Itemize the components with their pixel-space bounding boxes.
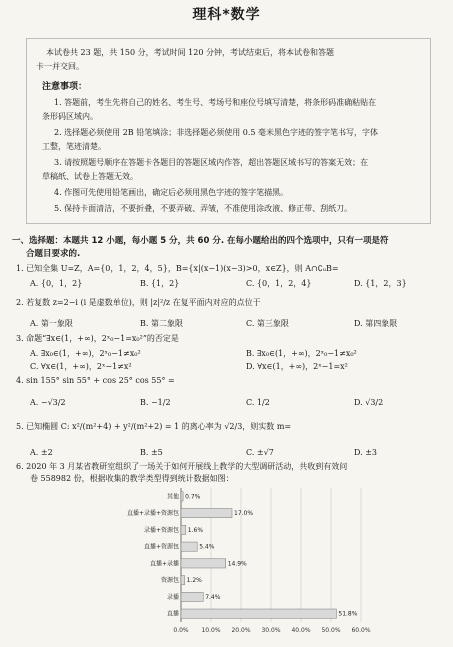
q3-option-c: C. ∀x∈(1，+∞)，2ˣ−1≠x² xyxy=(30,362,132,371)
data-label: 7.4% xyxy=(205,593,221,601)
question-2: 2. 若复数 z=2−i (i 是虚数单位)，则 |z|²/z 在复平面内对应的点位于 xyxy=(16,298,261,307)
x-tick-label: 60.0% xyxy=(351,627,371,634)
q1-option-d: D. {1，2，3} xyxy=(354,279,407,288)
data-label: 17.0% xyxy=(234,510,254,518)
category-label: 直播+录播 xyxy=(149,560,179,568)
bar xyxy=(181,525,186,534)
note-2-cont: 工整，笔迹清楚。 xyxy=(42,142,106,151)
q5-option-b: B. ±5 xyxy=(140,448,163,457)
q5-option-c: C. ±√7 xyxy=(246,448,274,457)
q2-option-c: C. 第三象限 xyxy=(246,319,289,328)
q1-option-b: B. {1，2} xyxy=(140,279,180,288)
data-label: 1.2% xyxy=(186,577,202,585)
x-tick-label: 50.0% xyxy=(321,627,341,634)
category-label: 直播+录播+资源包 xyxy=(126,510,179,518)
question-3: 3. 命题“∃x∈(1，+∞)，2ˣ₀−1=x₀²”的否定是 xyxy=(16,334,179,343)
x-tick-label: 40.0% xyxy=(291,627,311,634)
data-label: 14.9% xyxy=(227,560,247,568)
bar-chart xyxy=(126,482,375,642)
q1-option-a: A. {0，1，2} xyxy=(30,279,83,288)
q2-option-a: A. 第一象限 xyxy=(30,319,73,328)
data-label: 51.8% xyxy=(338,610,358,618)
note-3: 3. 请按照题号顺序在答题卡各题目的答题区域内作答，超出答题区域书写的答案无效；在 xyxy=(54,158,369,167)
q3-option-b: B. ∃x₀∈(1，+∞)，2ˣ₀−1≠x₀² xyxy=(246,349,357,358)
category-label: 直播 xyxy=(166,610,179,618)
q4-option-c: C. 1/2 xyxy=(246,398,270,407)
x-tick-label: 0.0% xyxy=(173,627,189,634)
q3-option-a: A. ∃x₀∈(1，+∞)，2ˣ₀−1≠x₀² xyxy=(30,349,141,358)
intro-line-1: 本试卷共 23 题，共 150 分，考试时间 120 分钟，考试结束后，将本试卷和答题 xyxy=(46,48,334,57)
notes-heading: 注意事项： xyxy=(42,82,88,92)
category-label: 其他 xyxy=(166,493,179,501)
category-label: 录播 xyxy=(166,593,179,601)
question-6: 6. 2020 年 3 月某省教研室组织了一场关于如何开展线上教学的大型调研活动，共收到有效问 xyxy=(16,462,348,471)
category-label: 直播+资源包 xyxy=(143,543,179,551)
bar xyxy=(181,559,226,568)
x-tick-label: 30.0% xyxy=(261,627,281,634)
category-label: 资源包 xyxy=(160,577,179,585)
section-heading-cont: 合题目要求的. xyxy=(26,249,81,259)
note-2: 2. 选择题必须使用 2B 铅笔填涂；非选择题必须使用 0.5 毫米黑色字迹的签字笔书写，字体 xyxy=(54,128,379,137)
x-tick-label: 20.0% xyxy=(231,627,251,634)
q5-option-d: D. ±3 xyxy=(354,448,378,457)
q4-option-a: A. −√3/2 xyxy=(30,398,66,407)
bar xyxy=(181,609,336,618)
category-label: 录播+资源包 xyxy=(143,526,179,534)
bar xyxy=(181,592,203,601)
question-5: 5. 已知椭圆 C: x²/(m²+4) + y²/(m²+2) = 1 的离心率为 √2/3，则实数 m= xyxy=(16,422,292,431)
bar xyxy=(181,492,183,501)
q4-option-b: B. −1/2 xyxy=(140,398,171,407)
data-label: 5.4% xyxy=(199,543,215,551)
bar xyxy=(181,576,185,585)
q3-option-d: D. ∀x∈(1，+∞)，2ˣ−1=x² xyxy=(246,362,348,371)
q2-option-b: B. 第二象限 xyxy=(140,319,183,328)
bar-chart-svg xyxy=(126,482,375,642)
note-1: 1. 答题前，考生先将自己的姓名、考生号、考场号和座位号填写清楚，将条形码准确粘贴在 xyxy=(54,98,377,107)
note-4: 4. 作图可先使用铅笔画出，确定后必须用黑色字迹的签字笔描黑。 xyxy=(54,188,289,197)
note-3-cont: 草稿纸、试卷上答题无效。 xyxy=(42,172,138,181)
question-1: 1. 已知全集 U=Z，A={0，1，2，4，5}，B={x|(x−1)(x−3)>0，x∈Z}，则 A∩∁ᵤB= xyxy=(16,264,339,273)
q5-option-a: A. ±2 xyxy=(30,448,53,457)
bar xyxy=(181,509,232,518)
note-1-cont: 条形码区域内。 xyxy=(42,112,98,121)
question-6-cont: 卷 558982 份，根据收集的教学类型得到统计数据如图： xyxy=(30,474,234,483)
note-5: 5. 保持卡面清洁，不要折叠，不要弄破、弄皱，不准使用涂改液、修正带、刮纸刀。 xyxy=(54,204,353,213)
x-tick-label: 10.0% xyxy=(201,627,221,634)
data-label: 1.6% xyxy=(187,526,204,534)
intro-line-2: 卡一并交回。 xyxy=(36,62,84,71)
page-title: 理科*数学 xyxy=(192,7,261,23)
data-label: 0.7% xyxy=(185,493,201,501)
section-heading: 一、选择题：本题共 12 小题，每小题 5 分，共 60 分. 在每小题给出的四个选项中，只有一项是符 xyxy=(12,236,389,246)
bar xyxy=(181,542,197,551)
q1-option-c: C. {0，1，2，4} xyxy=(246,279,312,288)
q2-option-d: D. 第四象限 xyxy=(354,319,398,328)
q4-option-d: D. √3/2 xyxy=(354,398,384,407)
question-4: 4. sin 155° sin 55° + cos 25° cos 55° = xyxy=(16,376,175,385)
